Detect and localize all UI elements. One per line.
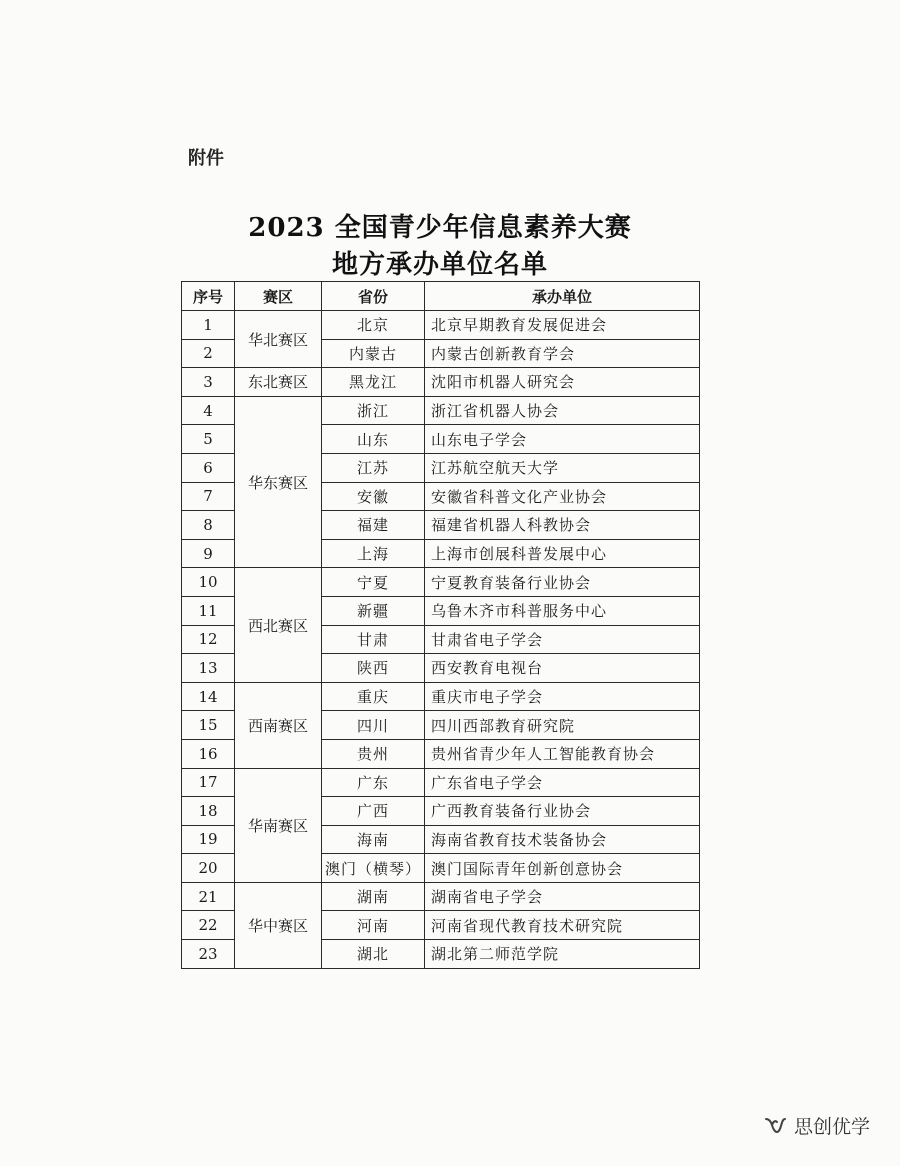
document-title: 2023 全国青少年信息素养大赛 [248, 213, 632, 243]
header-number: 序号 [182, 282, 235, 311]
cell-province: 河南 [322, 911, 425, 940]
table-row [182, 882, 700, 911]
cell-province: 福建 [322, 511, 425, 540]
cell-number: 2 [182, 339, 235, 368]
cell-province: 陕西 [322, 654, 425, 683]
cell-number: 23 [182, 940, 235, 969]
cell-number: 7 [182, 482, 235, 511]
cell-province: 宁夏 [322, 568, 425, 597]
cell-number: 1 [182, 311, 235, 340]
cell-province: 上海 [322, 539, 425, 568]
cell-number: 16 [182, 739, 235, 768]
cell-organizer: 重庆市电子学会 [425, 682, 700, 711]
cell-organizer: 广东省电子学会 [425, 768, 700, 797]
cell-province: 海南 [322, 825, 425, 854]
cell-province: 浙江 [322, 396, 425, 425]
wechat-channel-icon [762, 1113, 788, 1139]
cell-region: 西北赛区 [235, 568, 322, 682]
watermark [762, 1112, 870, 1139]
cell-number: 21 [182, 882, 235, 911]
cell-province: 贵州 [322, 739, 425, 768]
cell-organizer: 海南省教育技术装备协会 [425, 825, 700, 854]
cell-number: 5 [182, 425, 235, 454]
cell-region: 西南赛区 [235, 682, 322, 768]
cell-organizer: 宁夏教育装备行业协会 [425, 568, 700, 597]
cell-number: 6 [182, 453, 235, 482]
cell-region: 华东赛区 [235, 396, 322, 568]
cell-region: 华中赛区 [235, 882, 322, 968]
table-row [182, 568, 700, 597]
table-body [182, 311, 700, 969]
cell-organizer: 沈阳市机器人研究会 [425, 368, 700, 397]
cell-number: 12 [182, 625, 235, 654]
table-row [182, 682, 700, 711]
cell-organizer: 浙江省机器人协会 [425, 396, 700, 425]
cell-province: 重庆 [322, 682, 425, 711]
cell-province: 内蒙古 [322, 339, 425, 368]
cell-province: 北京 [322, 311, 425, 340]
organizer-table [181, 281, 700, 969]
table-row [182, 311, 700, 340]
cell-province: 甘肃 [322, 625, 425, 654]
cell-province: 湖南 [322, 882, 425, 911]
cell-number: 17 [182, 768, 235, 797]
cell-organizer: 西安教育电视台 [425, 654, 700, 683]
cell-organizer: 湖北第二师范学院 [425, 940, 700, 969]
cell-region: 华南赛区 [235, 768, 322, 882]
cell-region: 华北赛区 [235, 311, 322, 368]
cell-province: 四川 [322, 711, 425, 740]
table-row [182, 368, 700, 397]
cell-province: 广西 [322, 797, 425, 826]
cell-number: 14 [182, 682, 235, 711]
table-header-row [182, 282, 700, 311]
cell-province: 澳门（横琴） [322, 854, 425, 883]
cell-number: 19 [182, 825, 235, 854]
cell-organizer: 澳门国际青年创新创意协会 [425, 854, 700, 883]
table-row [182, 396, 700, 425]
cell-organizer: 贵州省青少年人工智能教育协会 [425, 739, 700, 768]
cell-number: 3 [182, 368, 235, 397]
cell-number: 4 [182, 396, 235, 425]
cell-number: 22 [182, 911, 235, 940]
attachment-label: 附件 [188, 148, 224, 169]
cell-number: 20 [182, 854, 235, 883]
header-region: 赛区 [235, 282, 322, 311]
cell-province: 湖北 [322, 940, 425, 969]
cell-number: 18 [182, 797, 235, 826]
cell-number: 10 [182, 568, 235, 597]
cell-number: 9 [182, 539, 235, 568]
cell-organizer: 上海市创展科普发展中心 [425, 539, 700, 568]
cell-number: 15 [182, 711, 235, 740]
cell-organizer: 安徽省科普文化产业协会 [425, 482, 700, 511]
watermark-text: 思创优学 [793, 1116, 870, 1138]
cell-organizer: 湖南省电子学会 [425, 882, 700, 911]
cell-organizer: 内蒙古创新教育学会 [425, 339, 700, 368]
cell-province: 山东 [322, 425, 425, 454]
table-row [182, 768, 700, 797]
cell-organizer: 江苏航空航天大学 [425, 453, 700, 482]
cell-number: 8 [182, 511, 235, 540]
cell-province: 黑龙江 [322, 368, 425, 397]
cell-organizer: 乌鲁木齐市科普服务中心 [425, 596, 700, 625]
cell-organizer: 北京早期教育发展促进会 [425, 311, 700, 340]
cell-organizer: 福建省机器人科教协会 [425, 511, 700, 540]
cell-region: 东北赛区 [235, 368, 322, 397]
cell-number: 11 [182, 596, 235, 625]
cell-province: 江苏 [322, 453, 425, 482]
cell-organizer: 广西教育装备行业协会 [425, 797, 700, 826]
header-organizer: 承办单位 [425, 282, 700, 311]
document-subtitle: 地方承办单位名单 [331, 250, 548, 280]
cell-number: 13 [182, 654, 235, 683]
cell-organizer: 四川西部教育研究院 [425, 711, 700, 740]
cell-organizer: 山东电子学会 [425, 425, 700, 454]
cell-province: 安徽 [322, 482, 425, 511]
cell-organizer: 甘肃省电子学会 [425, 625, 700, 654]
cell-province: 广东 [322, 768, 425, 797]
cell-organizer: 河南省现代教育技术研究院 [425, 911, 700, 940]
cell-province: 新疆 [322, 596, 425, 625]
header-province: 省份 [322, 282, 425, 311]
